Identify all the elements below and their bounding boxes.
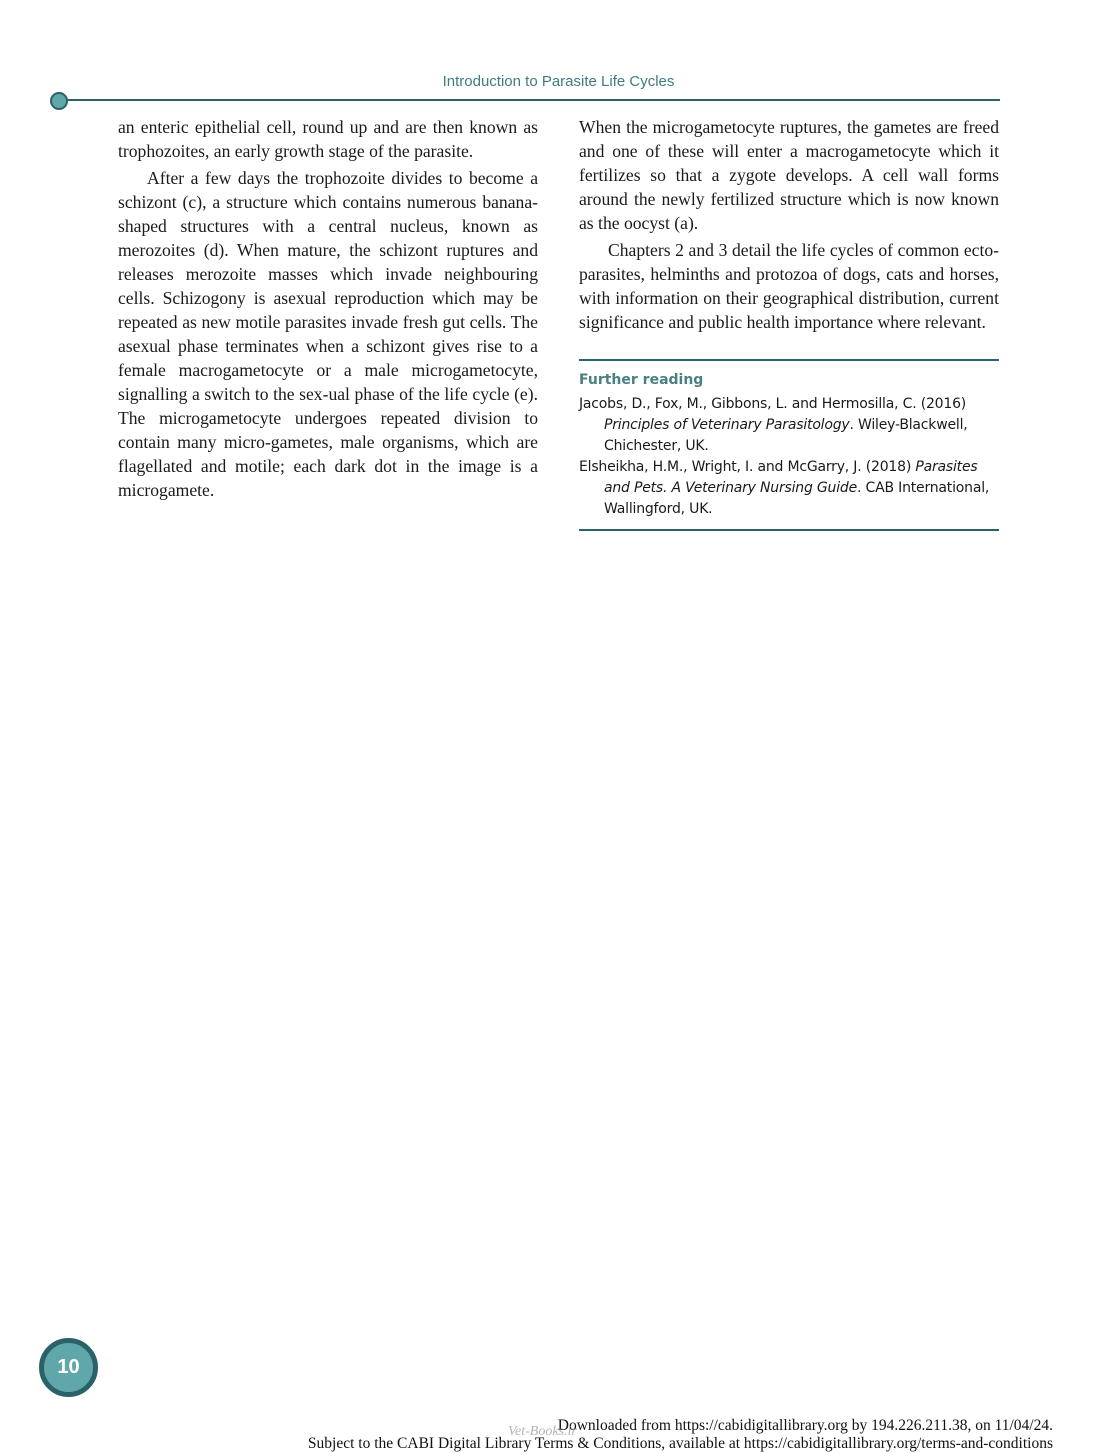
right-column bbox=[579, 115, 999, 334]
reference-title: Parasites and Pets. A Veterinary Nursing Guide bbox=[604, 459, 978, 496]
reference-authors: Jacobs, D., Fox, M., Gibbons, L. and Hermosilla, C. (2016) bbox=[579, 396, 967, 412]
footer-download-line: Downloaded from https://cabidigitallibrary.org by 194.226.211.38, on 11/04/24. bbox=[557, 1417, 1053, 1434]
download-footer bbox=[308, 1417, 1053, 1453]
reference-publisher: . Wiley-Blackwell, Chichester, UK. bbox=[604, 417, 968, 454]
footer-terms-line: Subject to the CABI Digital Library Terms & Conditions, available at https://cabidigitallibrary.org/terms-and-conditions bbox=[307, 1435, 1053, 1452]
reference-item bbox=[579, 394, 999, 457]
further-reading-heading: Further reading bbox=[579, 372, 704, 388]
watermark: Vet-Books.ir bbox=[508, 1424, 577, 1439]
further-reading-box bbox=[579, 359, 999, 531]
reference-authors: Elsheikha, H.M., Wright, I. and McGarry, J. (2018) bbox=[579, 459, 916, 475]
left-paragraph-2: After a few days the trophozoite divides to become a schizont (c), a structure which contains numerous banana-shaped structures with a central nucleus, known as merozoites (d). When mature, the schizont ruptures and releases merozoite masses which invade neighbouring cells. Schizogony is asexual reproduction which may be repeated as new motile parasites invade fresh gut cells. The asexual phase terminates when a schizont gives rise to a female macrogametocyte or a male microgametocyte, signalling a switch to the sex-ual phase of the life cycle (e). The microgametocyte undergoes repeated division to contain many micro-gametes, male organisms, which are flagellated and motile; each dark dot in the image is a microgamete. bbox=[118, 168, 538, 500]
header-dot-ornament bbox=[50, 92, 68, 110]
left-paragraph-1: an enteric epithelial cell, round up and are then known as trophozoites, an early growth stage of the parasite. bbox=[118, 117, 538, 161]
page-number-badge bbox=[39, 1338, 98, 1397]
page-number: 10 bbox=[57, 1356, 80, 1378]
right-paragraph-1: When the microgametocyte ruptures, the gametes are freed and one of these will enter a macrogametocyte which it fertilizes so that a zygote develops. A cell wall forms around the newly fertilized structure which is now known as the oocyst (a). bbox=[579, 117, 999, 233]
right-paragraph-2: Chapters 2 and 3 detail the life cycles of common ecto-parasites, helminths and protozoa of dogs, cats and horses, with information on their geographical distribution, current significance and public health importance where relevant. bbox=[579, 240, 999, 332]
reference-title: Principles of Veterinary Parasitology bbox=[604, 417, 850, 433]
reference-item bbox=[579, 457, 999, 520]
left-column bbox=[118, 115, 538, 502]
header-rule bbox=[62, 99, 1000, 101]
reference-publisher: . CAB International, Wallingford, UK. bbox=[604, 480, 990, 517]
running-head-title: Introduction to Parasite Life Cycles bbox=[442, 73, 675, 90]
